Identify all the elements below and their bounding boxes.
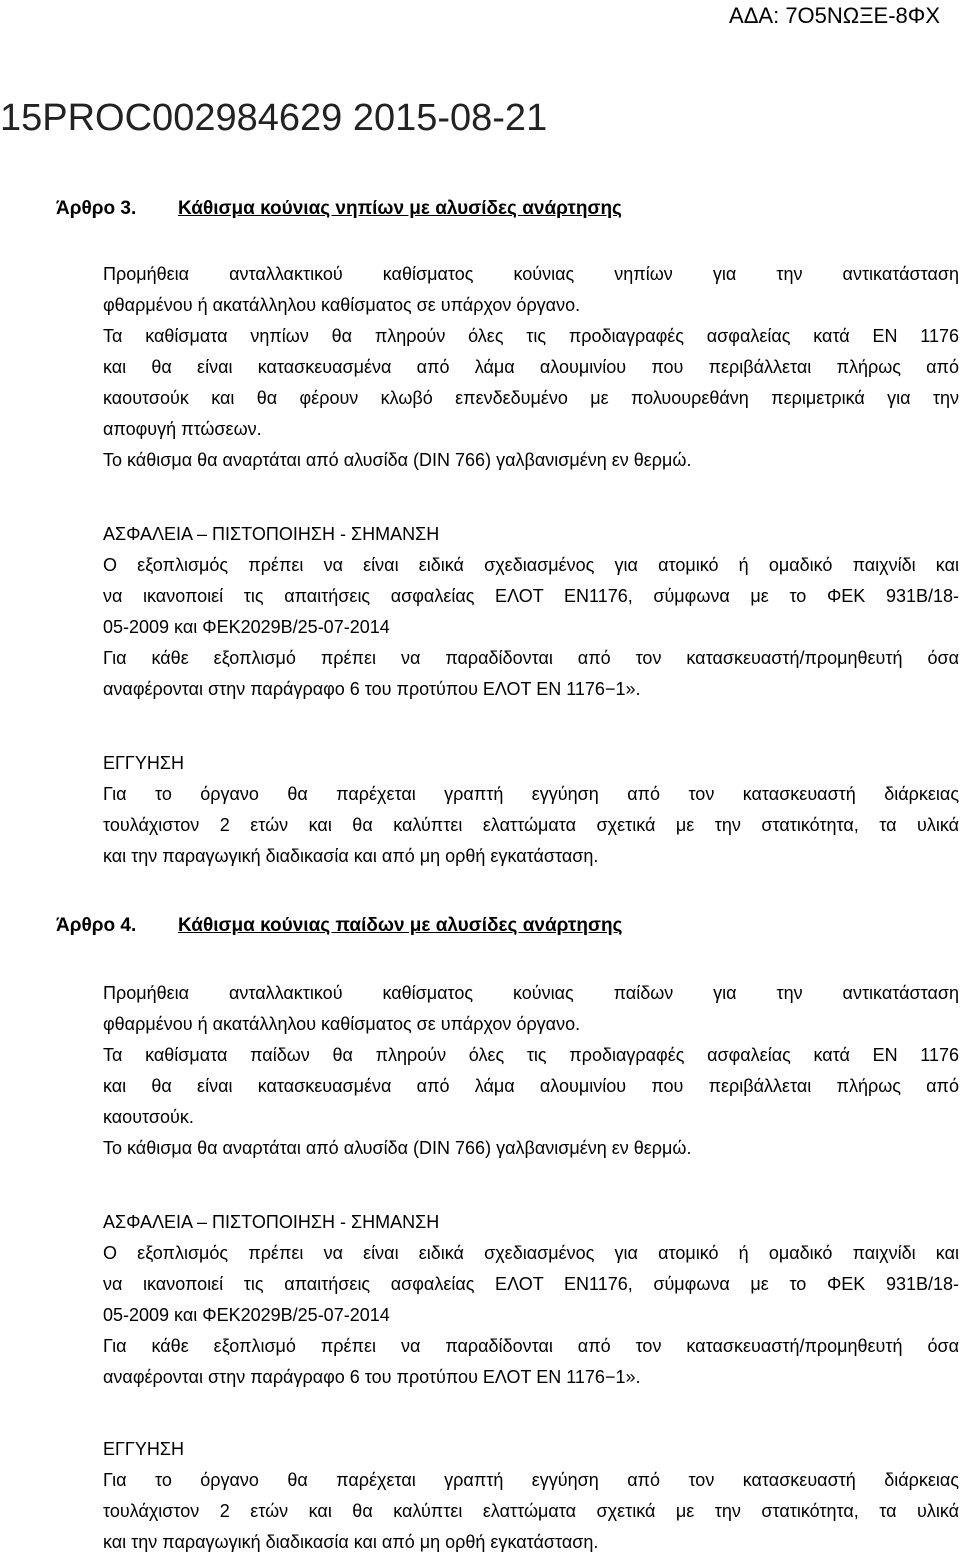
article-4-safety: [103, 1207, 959, 1393]
safety-heading: ΑΣΦΑΛΕΙΑ – ΠΙΣΤΟΠΟΙΗΣΗ - ΣΗΜΑΝΣΗ: [103, 524, 440, 544]
text-line: αποφυγή πτώσεων.: [103, 419, 262, 439]
text-line: και θα είναι κατασκευασμένα από λάμα αλουμινίου που περιβάλλεται πλήρως από: [103, 1076, 959, 1096]
text-line: καουτσούκ.: [103, 1107, 194, 1127]
text-line: Το κάθισμα θα αναρτάται από αλυσίδα (DIN 766) γαλβανισμένη εν θερμώ.: [103, 1138, 692, 1158]
text-line: τουλάχιστον 2 ετών και θα καλύπτει ελαττώματα σχετικά με την στατικότητα, τα υλικά: [103, 815, 959, 835]
ada-code: ΑΔΑ: 7Ο5ΝΩΞΕ-8ΦΧ: [729, 3, 940, 28]
article-3-title: Κάθισμα κούνιας νηπίων με αλυσίδες ανάρτησης: [178, 198, 622, 219]
text-line: Για το όργανο θα παρέχεται γραπτή εγγύηση από τον κατασκευαστή διάρκειας: [103, 784, 959, 804]
article-4-description: [103, 978, 959, 1164]
safety-heading: ΑΣΦΑΛΕΙΑ – ΠΙΣΤΟΠΟΙΗΣΗ - ΣΗΜΑΝΣΗ: [103, 1212, 440, 1232]
text-line: Για το όργανο θα παρέχεται γραπτή εγγύηση από τον κατασκευαστή διάρκειας: [103, 1470, 959, 1490]
document-id: 15PROC002984629 2015-08-21: [0, 97, 548, 139]
text-line: αναφέρονται στην παράγραφο 6 του προτύπου ΕΛΟΤ ΕΝ 1176−1».: [103, 1367, 641, 1387]
text-line: φθαρμένου ή ακατάλληλου καθίσματος σε υπάρχον όργανο.: [103, 295, 581, 315]
text-line: καουτσούκ και θα φέρουν κλωβό επενδεδυμένο με πολυουρεθάνη περιμετρικά για την: [103, 388, 959, 408]
text-line: φθαρμένου ή ακατάλληλου καθίσματος σε υπάρχον όργανο.: [103, 1014, 581, 1034]
warranty-heading: ΕΓΓΥΗΣΗ: [103, 1439, 184, 1459]
text-line: Ο εξοπλισμός πρέπει να είναι ειδικά σχεδιασμένος για ατομικό ή ομαδικό παιχνίδι και: [103, 555, 959, 575]
text-line: 05-2009 και ΦΕΚ2029Β/25-07-2014: [103, 617, 390, 637]
article-4-warranty: [103, 1434, 959, 1558]
text-line: τουλάχιστον 2 ετών και θα καλύπτει ελαττώματα σχετικά με την στατικότητα, τα υλικά: [103, 1501, 959, 1521]
text-line: Τα καθίσματα νηπίων θα πληρούν όλες τις προδιαγραφές ασφαλείας κατά EN 1176: [103, 326, 959, 346]
article-3-safety: [103, 519, 959, 705]
article-4-number: Άρθρο 4.: [56, 915, 137, 936]
article-4-heading: [56, 913, 622, 939]
article-3-warranty: [103, 748, 959, 872]
text-line: Προμήθεια ανταλλακτικού καθίσματος κούνιας παίδων για την αντικατάσταση: [103, 983, 959, 1003]
text-line: Τα καθίσματα παίδων θα πληρούν όλες τις προδιαγραφές ασφαλείας κατά EN 1176: [103, 1045, 959, 1065]
article-3-description: [103, 259, 959, 476]
text-line: Ο εξοπλισμός πρέπει να είναι ειδικά σχεδιασμένος για ατομικό ή ομαδικό παιχνίδι και: [103, 1243, 959, 1263]
text-line: και θα είναι κατασκευασμένα από λάμα αλουμινίου που περιβάλλεται πλήρως από: [103, 357, 959, 377]
text-line: να ικανοποιεί τις απαιτήσεις ασφαλείας ΕΛΟΤ ΕΝ1176, σύμφωνα με το ΦΕΚ 931Β/18-: [103, 1274, 959, 1294]
text-line: Προμήθεια ανταλλακτικού καθίσματος κούνιας νηπίων για την αντικατάσταση: [103, 264, 959, 284]
text-line: 05-2009 και ΦΕΚ2029Β/25-07-2014: [103, 1305, 390, 1325]
text-line: αναφέρονται στην παράγραφο 6 του προτύπου ΕΛΟΤ ΕΝ 1176−1».: [103, 679, 641, 699]
text-line: Το κάθισμα θα αναρτάται από αλυσίδα (DIN 766) γαλβανισμένη εν θερμώ.: [103, 450, 692, 470]
article-4-title: Κάθισμα κούνιας παίδων με αλυσίδες ανάρτησης: [178, 915, 623, 936]
text-line: Για κάθε εξοπλισμό πρέπει να παραδίδονται από τον κατασκευαστή/προμηθευτή όσα: [103, 648, 959, 668]
article-3-number: Άρθρο 3.: [56, 198, 137, 219]
article-3-heading: [56, 196, 622, 222]
warranty-heading: ΕΓΓΥΗΣΗ: [103, 753, 184, 773]
text-line: και την παραγωγική διαδικασία και από μη ορθή εγκατάσταση.: [103, 846, 599, 866]
text-line: και την παραγωγική διαδικασία και από μη ορθή εγκατάσταση.: [103, 1532, 599, 1552]
text-line: Για κάθε εξοπλισμό πρέπει να παραδίδονται από τον κατασκευαστή/προμηθευτή όσα: [103, 1336, 959, 1356]
text-line: να ικανοποιεί τις απαιτήσεις ασφαλείας ΕΛΟΤ ΕΝ1176, σύμφωνα με το ΦΕΚ 931Β/18-: [103, 586, 959, 606]
